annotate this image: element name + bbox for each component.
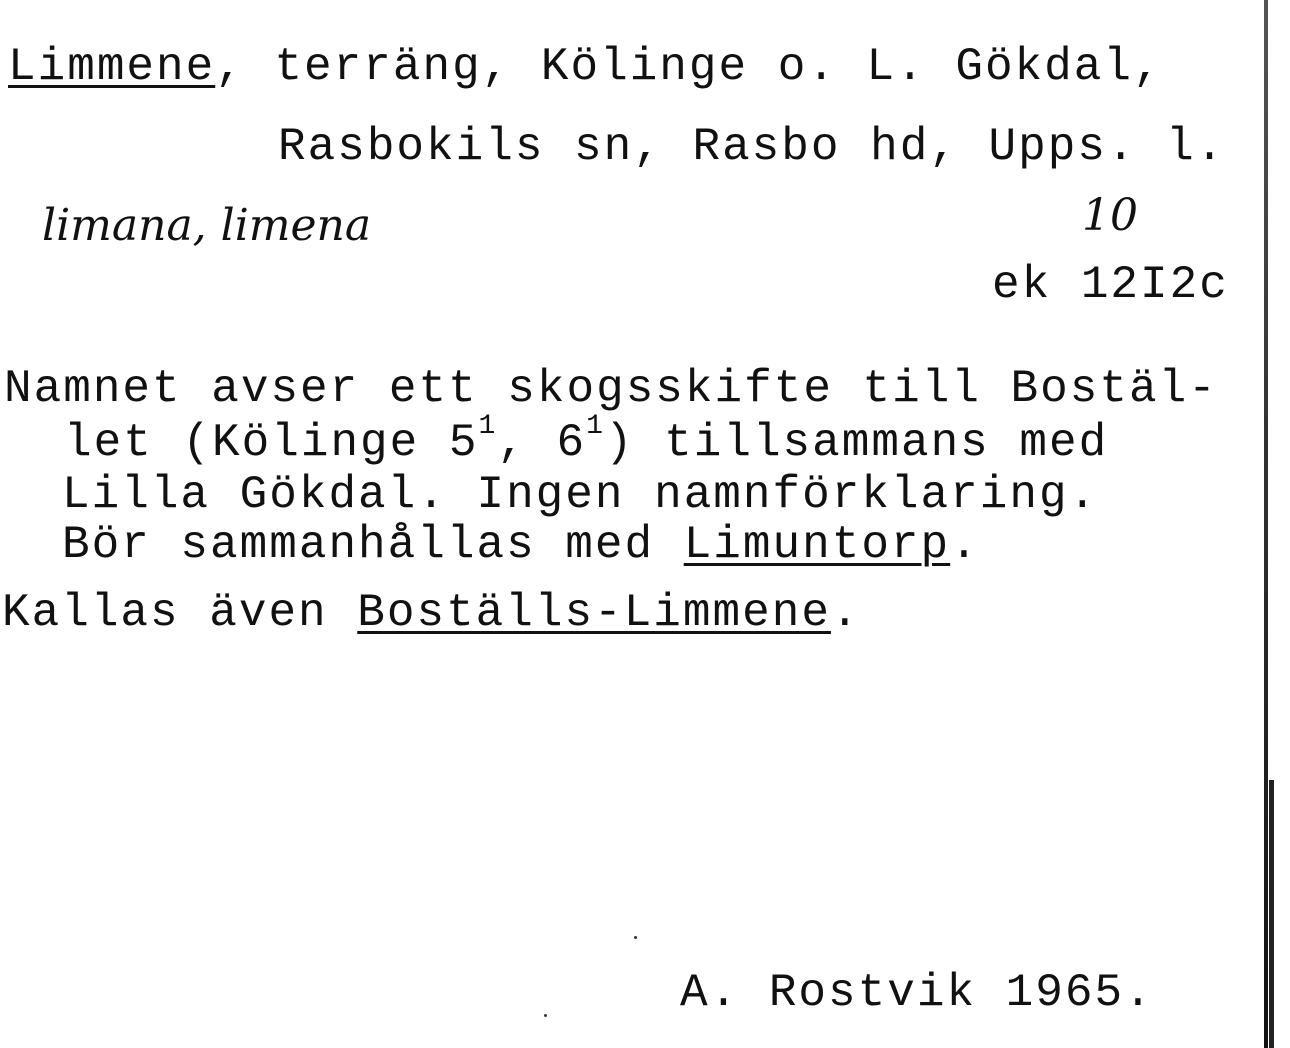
- card-edge: [1264, 0, 1268, 1048]
- body-line-5a: Kallas även: [2, 587, 358, 639]
- dust-speck: [634, 936, 637, 939]
- reference-limuntorp: Limuntorp: [683, 519, 951, 571]
- card-edge-shadow: [1269, 780, 1274, 1048]
- reference-bostalls-limmene: Boställs-Limmene: [357, 587, 831, 639]
- superscript-2: 1: [586, 411, 605, 442]
- body-line-4: [62, 519, 980, 571]
- body-line-2b: , 6: [497, 417, 587, 469]
- dust-speck: [544, 1014, 547, 1017]
- body-line-2c: ) tillsammans med: [604, 417, 1109, 469]
- heading-line-1: [8, 41, 1163, 93]
- superscript-1: 1: [478, 411, 498, 442]
- body-line-1: Namnet avser ett skogsskifte till Bostäl-: [4, 363, 1218, 415]
- body-line-5: [2, 587, 861, 639]
- heading-line-2: Rasbokils sn, Rasbo hd, Upps. l.: [278, 121, 1226, 173]
- handwritten-forms: limana, limena: [42, 200, 372, 251]
- heading-rest: , terräng, Kölinge o. L. Gökdal,: [215, 41, 1163, 93]
- body-line-4a: Bör sammanhållas med: [62, 519, 684, 571]
- handwritten-number: 10: [1082, 190, 1138, 241]
- body-line-3: Lilla Gökdal. Ingen namnförklaring.: [62, 469, 1099, 521]
- body-line-2a: let (Kölinge 5: [64, 417, 479, 469]
- body-line-4-end: .: [950, 519, 980, 571]
- place-name: Limmene: [8, 41, 216, 93]
- signature: A. Rostvik 1965.: [680, 967, 1154, 1019]
- body-line-5-end: .: [830, 587, 861, 639]
- map-reference: ek 12I2c: [992, 259, 1229, 311]
- body-line-2: [64, 411, 1109, 469]
